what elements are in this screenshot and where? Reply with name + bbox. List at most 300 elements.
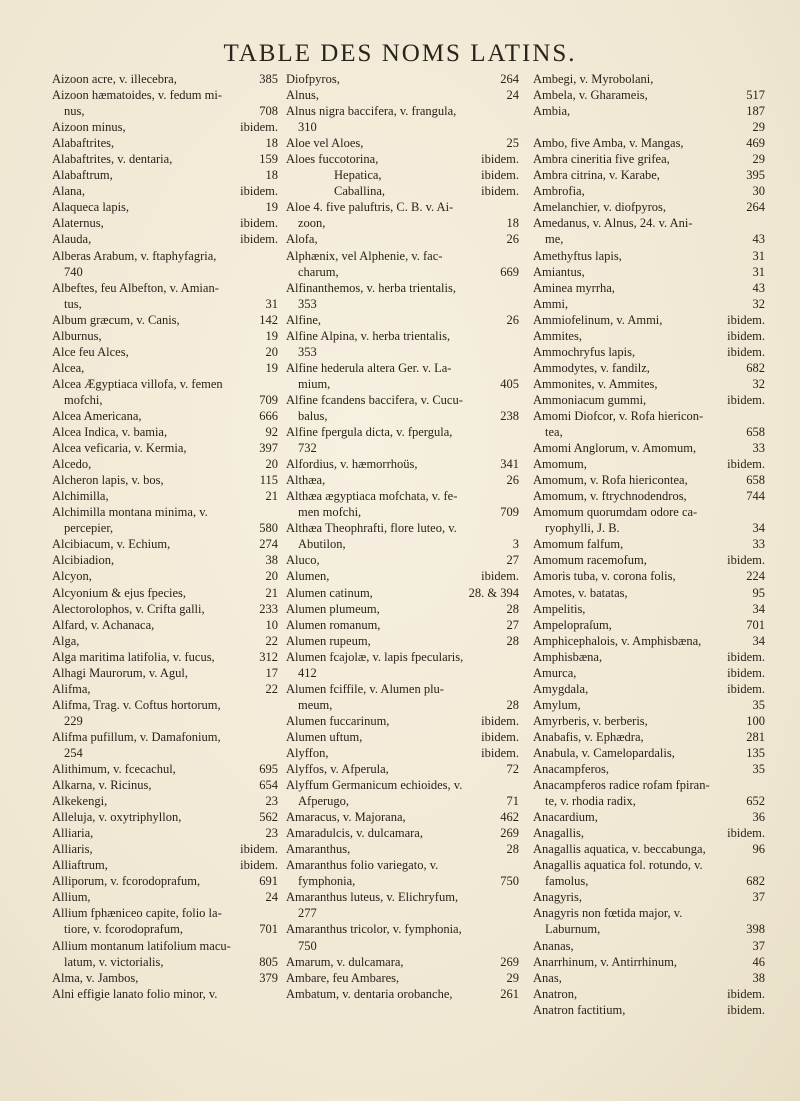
index-entry xyxy=(52,472,278,488)
entry-text: Anagyris, xyxy=(533,890,582,905)
entry-text: mium, xyxy=(298,376,331,391)
entry-text: Anas, xyxy=(533,970,562,985)
index-entry xyxy=(52,681,278,697)
entry-text: Alcedo, xyxy=(52,457,92,472)
index-entry xyxy=(533,360,765,376)
entry-page-number: 20 xyxy=(265,569,278,584)
index-entry xyxy=(286,841,519,857)
index-entry xyxy=(52,440,278,456)
entry-page-number: ibidem. xyxy=(727,328,765,343)
index-entry xyxy=(52,248,278,264)
entry-page-number: 27 xyxy=(506,553,519,568)
index-entry xyxy=(286,119,519,135)
entry-text: Alabaftrites, xyxy=(52,136,115,151)
entry-text: Amyrberis, v. berberis, xyxy=(533,713,648,728)
index-entry xyxy=(286,921,519,937)
entry-page-number: 46 xyxy=(752,954,765,969)
entry-text: 353 xyxy=(298,344,317,359)
entry-text: Aminea myrrha, xyxy=(533,280,615,295)
index-entry xyxy=(52,328,278,344)
entry-page-number: 517 xyxy=(746,88,765,103)
entry-text: Althæa Theophrafti, flore luteo, v. xyxy=(286,521,457,536)
entry-text: Amphisbæna, xyxy=(533,649,603,664)
entry-text: Amotes, v. batatas, xyxy=(533,585,628,600)
index-entry xyxy=(286,135,519,151)
index-entry xyxy=(286,296,519,312)
index-entry xyxy=(52,183,278,199)
entry-text: Alyffon, xyxy=(286,745,329,760)
entry-page-number: ibidem. xyxy=(727,1002,765,1017)
entry-text: Alumen rupeum, xyxy=(286,633,371,648)
entry-text: nus, xyxy=(64,104,85,119)
entry-text: Anabula, v. Camelopardalis, xyxy=(533,745,675,760)
entry-text: Ambra citrina, v. Karabe, xyxy=(533,168,660,183)
index-entry xyxy=(286,472,519,488)
index-entry xyxy=(52,536,278,552)
index-entry xyxy=(52,745,278,761)
entry-text: fymphonia, xyxy=(298,874,356,889)
entry-page-number: 21 xyxy=(265,489,278,504)
index-entry xyxy=(286,344,519,360)
entry-page-number: 341 xyxy=(500,457,519,472)
entry-page-number: 32 xyxy=(752,376,765,391)
entry-text: Alce feu Alces, xyxy=(52,344,129,359)
entry-page-number: 43 xyxy=(752,280,765,295)
entry-page-number: 654 xyxy=(259,778,278,793)
entry-text: Alburnus, xyxy=(52,328,102,343)
entry-page-number: 28 xyxy=(506,601,519,616)
entry-text: Alphænix, vel Alphenie, v. fac- xyxy=(286,248,443,263)
entry-page-number: 38 xyxy=(265,553,278,568)
index-entry xyxy=(533,440,765,456)
index-column-left xyxy=(52,71,278,1002)
entry-text: Alumen romanum, xyxy=(286,617,381,632)
entry-page-number: 71 xyxy=(506,794,519,809)
entry-text: Aloes fuccotorina, xyxy=(286,152,379,167)
index-entry xyxy=(533,328,765,344)
index-entry xyxy=(533,135,765,151)
entry-text: Alcibiacum, v. Echium, xyxy=(52,537,171,552)
entry-text: Anacampferos, xyxy=(533,762,610,777)
index-entry xyxy=(286,167,519,183)
index-entry xyxy=(52,568,278,584)
index-entry xyxy=(52,601,278,617)
entry-text: Alni effigie lanato folio minor, v. xyxy=(52,986,218,1001)
entry-text: Amomi Anglorum, v. Amomum, xyxy=(533,441,697,456)
entry-text: Amomum quorumdam odore ca- xyxy=(533,505,698,520)
entry-text: Alga, xyxy=(52,633,80,648)
entry-text: men mofchi, xyxy=(298,505,362,520)
entry-page-number: 187 xyxy=(746,104,765,119)
entry-text: Alma, v. Jambos, xyxy=(52,970,139,985)
entry-text: Alliaria, xyxy=(52,826,94,841)
entry-page-number: 395 xyxy=(746,168,765,183)
index-entry xyxy=(533,793,765,809)
entry-text: Alifma pufillum, v. Damafonium, xyxy=(52,729,221,744)
entry-page-number: 3 xyxy=(512,537,519,552)
index-entry xyxy=(286,199,519,215)
entry-page-number: ibidem. xyxy=(240,184,278,199)
entry-text: Alcyonium & ejus fpecies, xyxy=(52,585,186,600)
entry-page-number: 312 xyxy=(259,649,278,664)
entry-page-number: 159 xyxy=(259,152,278,167)
index-entry xyxy=(286,729,519,745)
index-entry xyxy=(286,777,519,793)
entry-page-number: 28. & 394 xyxy=(468,585,519,600)
index-entry xyxy=(533,857,765,873)
index-entry xyxy=(52,889,278,905)
entry-text: 740 xyxy=(64,264,83,279)
entry-text: Caballina, xyxy=(334,184,386,199)
entry-page-number: 691 xyxy=(259,874,278,889)
entry-text: Amphicephalois, v. Amphisbæna, xyxy=(533,633,702,648)
entry-text: Anagallis aquatica fol. rotundo, v. xyxy=(533,858,703,873)
index-entry xyxy=(286,312,519,328)
index-entry xyxy=(286,938,519,954)
index-entry xyxy=(52,408,278,424)
entry-text: Alleluja, v. oxytriphyllon, xyxy=(52,810,182,825)
entry-page-number: 33 xyxy=(752,537,765,552)
index-entry xyxy=(286,665,519,681)
entry-page-number: ibidem. xyxy=(481,152,519,167)
entry-text: Alofa, xyxy=(286,232,318,247)
entry-text: famolus, xyxy=(545,874,589,889)
entry-page-number: 750 xyxy=(500,874,519,889)
entry-text: ryophylli, J. B. xyxy=(545,521,620,536)
index-entry xyxy=(52,986,278,1002)
index-entry xyxy=(533,777,765,793)
entry-page-number: 224 xyxy=(746,569,765,584)
index-entry xyxy=(286,408,519,424)
index-entry xyxy=(533,167,765,183)
entry-page-number: 18 xyxy=(506,216,519,231)
entry-text: Alfordius, v. hæmorrhoüs, xyxy=(286,457,418,472)
index-entry xyxy=(286,504,519,520)
entry-text: Alcea, xyxy=(52,360,85,375)
entry-page-number: 33 xyxy=(752,441,765,456)
entry-page-number: ibidem. xyxy=(240,120,278,135)
entry-text: Amoris tuba, v. corona folis, xyxy=(533,569,676,584)
entry-page-number: 398 xyxy=(746,922,765,937)
entry-page-number: 397 xyxy=(259,441,278,456)
index-entry xyxy=(286,520,519,536)
entry-text: Alliaris, xyxy=(52,842,93,857)
entry-page-number: 92 xyxy=(265,425,278,440)
index-entry xyxy=(52,777,278,793)
index-entry xyxy=(533,248,765,264)
index-entry xyxy=(533,585,765,601)
entry-text: balus, xyxy=(298,408,328,423)
entry-text: Alfard, v. Achanaca, xyxy=(52,617,155,632)
entry-text: Alnus nigra baccifera, v. frangula, xyxy=(286,104,457,119)
page-title: TABLE DES NOMS LATINS. xyxy=(223,40,577,67)
index-entry xyxy=(286,905,519,921)
index-entry xyxy=(533,456,765,472)
entry-page-number: 744 xyxy=(746,489,765,504)
index-entry xyxy=(533,841,765,857)
entry-page-number: ibidem. xyxy=(727,665,765,680)
index-entry xyxy=(533,504,765,520)
entry-text: Amaranthus folio variegato, v. xyxy=(286,858,439,873)
entry-text: Amedanus, v. Alnus, 24. v. Ani- xyxy=(533,216,693,231)
entry-text: Ambatum, v. dentaria orobanche, xyxy=(286,986,453,1001)
index-entry xyxy=(533,601,765,617)
entry-text: Ammiofelinum, v. Ammi, xyxy=(533,312,663,327)
index-entry xyxy=(286,649,519,665)
entry-page-number: 385 xyxy=(259,72,278,86)
index-entry xyxy=(52,857,278,873)
index-entry xyxy=(52,199,278,215)
index-entry xyxy=(533,472,765,488)
index-entry xyxy=(52,103,278,119)
entry-page-number: 701 xyxy=(746,617,765,632)
index-entry xyxy=(286,825,519,841)
entry-page-number: 20 xyxy=(265,344,278,359)
entry-page-number: 72 xyxy=(506,762,519,777)
entry-page-number: 682 xyxy=(746,360,765,375)
entry-text: Althæa ægyptiaca mofchata, v. fe- xyxy=(286,489,458,504)
entry-text: Alifma, Trag. v. Coftus hortorum, xyxy=(52,697,221,712)
entry-text: Amomum racemofum, xyxy=(533,553,647,568)
entry-page-number: 695 xyxy=(259,762,278,777)
entry-page-number: ibidem. xyxy=(481,729,519,744)
entry-text: Alberas Arabum, v. ftaphyfagria, xyxy=(52,248,217,263)
entry-text: Alcheron lapis, v. bos, xyxy=(52,473,164,488)
entry-text: Allium, xyxy=(52,890,91,905)
entry-text: meum, xyxy=(298,697,333,712)
entry-text: percepier, xyxy=(64,521,114,536)
index-entry xyxy=(286,488,519,504)
entry-page-number: 666 xyxy=(259,408,278,423)
entry-text: tea, xyxy=(545,425,563,440)
entry-text: 750 xyxy=(298,938,317,953)
entry-page-number: 27 xyxy=(506,617,519,632)
index-entry xyxy=(286,231,519,247)
entry-text: Aizoon hæmatoides, v. fedum mi- xyxy=(52,88,222,103)
entry-text: Alhagi Maurorum, v. Agul, xyxy=(52,665,188,680)
entry-text: Alchimilla montana minima, v. xyxy=(52,505,208,520)
entry-text: Ananas, xyxy=(533,938,574,953)
entry-text: Amaranthus tricolor, v. fymphonia, xyxy=(286,922,462,937)
index-entry xyxy=(52,873,278,889)
entry-text: Alana, xyxy=(52,184,85,199)
index-entry xyxy=(52,296,278,312)
index-entry xyxy=(533,344,765,360)
entry-text: Abutilon, xyxy=(298,537,346,552)
index-entry xyxy=(52,87,278,103)
index-entry xyxy=(533,889,765,905)
entry-text: Alumen plumeum, xyxy=(286,601,380,616)
index-entry xyxy=(286,970,519,986)
entry-text: Afperugo, xyxy=(298,794,350,809)
entry-text: Ammi, xyxy=(533,296,569,311)
entry-page-number: 274 xyxy=(259,537,278,552)
entry-text: latum, v. victorialis, xyxy=(64,954,164,969)
index-entry xyxy=(533,264,765,280)
index-entry xyxy=(286,889,519,905)
entry-text: Anagallis, xyxy=(533,826,585,841)
entry-page-number: ibidem. xyxy=(727,681,765,696)
entry-page-number: 19 xyxy=(265,328,278,343)
index-entry xyxy=(52,231,278,247)
entry-page-number: 405 xyxy=(500,376,519,391)
index-entry xyxy=(286,633,519,649)
entry-page-number: 24 xyxy=(265,890,278,905)
index-entry xyxy=(533,681,765,697)
entry-page-number: 469 xyxy=(746,136,765,151)
entry-text: Alcibiadion, xyxy=(52,553,115,568)
index-entry xyxy=(533,873,765,889)
entry-text: Amaracus, v. Majorana, xyxy=(286,810,406,825)
index-entry xyxy=(533,408,765,424)
entry-text: te, v. rhodia radix, xyxy=(545,794,636,809)
entry-page-number: 18 xyxy=(265,136,278,151)
entry-text: Ambra cineritia five grifea, xyxy=(533,152,670,167)
entry-page-number: 31 xyxy=(752,248,765,263)
entry-page-number: 25 xyxy=(506,136,519,151)
index-entry xyxy=(533,215,765,231)
index-entry xyxy=(533,199,765,215)
index-entry xyxy=(52,905,278,921)
index-entry xyxy=(52,585,278,601)
index-entry xyxy=(286,440,519,456)
entry-page-number: 36 xyxy=(752,810,765,825)
index-entry xyxy=(52,71,278,87)
entry-text: Anarrhinum, v. Antirrhinum, xyxy=(533,954,677,969)
index-entry xyxy=(52,488,278,504)
entry-page-number: 26 xyxy=(506,473,519,488)
index-entry xyxy=(533,986,765,1002)
index-entry xyxy=(286,424,519,440)
entry-page-number: ibidem. xyxy=(481,569,519,584)
entry-text: charum, xyxy=(298,264,339,279)
entry-text: Alaqueca lapis, xyxy=(52,200,130,215)
entry-text: Amethyftus lapis, xyxy=(533,248,622,263)
index-entry xyxy=(533,312,765,328)
index-entry xyxy=(286,617,519,633)
index-entry xyxy=(286,71,519,87)
entry-text: Albeftes, feu Albefton, v. Amian- xyxy=(52,280,219,295)
entry-page-number: 28 xyxy=(506,697,519,712)
entry-text: 353 xyxy=(298,296,317,311)
index-entry xyxy=(286,761,519,777)
entry-page-number: 269 xyxy=(500,826,519,841)
entry-page-number: 22 xyxy=(265,633,278,648)
entry-text: Amomum, v. Rofa hiericontea, xyxy=(533,473,688,488)
entry-text: Amurca, xyxy=(533,665,577,680)
index-entry xyxy=(52,633,278,649)
index-entry xyxy=(533,729,765,745)
entry-page-number: 115 xyxy=(259,473,278,488)
index-entry xyxy=(286,601,519,617)
entry-page-number: 379 xyxy=(259,970,278,985)
entry-text: Aloe vel Aloes, xyxy=(286,136,364,151)
entry-text: Allium fphæniceo capite, folio la- xyxy=(52,906,222,921)
entry-page-number: 658 xyxy=(746,425,765,440)
entry-text: Alumen fuccarinum, xyxy=(286,713,390,728)
entry-text: Album græcum, v. Canis, xyxy=(52,312,180,327)
index-entry xyxy=(52,504,278,520)
index-entry xyxy=(533,921,765,937)
index-entry xyxy=(533,633,765,649)
entry-page-number: 18 xyxy=(265,168,278,183)
index-entry xyxy=(52,167,278,183)
entry-page-number: 29 xyxy=(506,970,519,985)
entry-text: Amomi Diofcor, v. Rofa hiericon- xyxy=(533,408,704,423)
entry-text: Alabaftrites, v. dentaria, xyxy=(52,152,173,167)
entry-text: zoon, xyxy=(298,216,326,231)
entry-page-number: 31 xyxy=(752,264,765,279)
entry-text: Alga maritima latifolia, v. fucus, xyxy=(52,649,215,664)
index-entry xyxy=(286,681,519,697)
index-entry xyxy=(286,392,519,408)
entry-text: Amomum, xyxy=(533,457,587,472)
entry-page-number: 19 xyxy=(265,200,278,215)
entry-page-number: ibidem. xyxy=(727,649,765,664)
entry-text: Anatron, xyxy=(533,986,578,1001)
entry-text: 310 xyxy=(298,120,317,135)
index-entry xyxy=(52,697,278,713)
entry-page-number: 31 xyxy=(265,296,278,311)
entry-page-number: ibidem. xyxy=(481,184,519,199)
index-entry xyxy=(533,552,765,568)
entry-text: Amiantus, xyxy=(533,264,585,279)
entry-page-number: 708 xyxy=(259,104,278,119)
index-entry xyxy=(286,793,519,809)
entry-text: Anacampferos radice rofam fpiran- xyxy=(533,778,710,793)
entry-text: Alumen, xyxy=(286,569,330,584)
entry-text: Amygdala, xyxy=(533,681,589,696)
index-entry xyxy=(286,745,519,761)
index-entry xyxy=(52,809,278,825)
index-entry xyxy=(286,697,519,713)
index-entry xyxy=(52,649,278,665)
entry-text: Alfine Alpina, v. herba trientalis, xyxy=(286,328,451,343)
entry-text: Alumen catinum, xyxy=(286,585,373,600)
index-entry xyxy=(533,520,765,536)
index-entry xyxy=(52,360,278,376)
entry-page-number: 24 xyxy=(506,88,519,103)
entry-text: Ammonites, v. Ammites, xyxy=(533,376,658,391)
entry-text: Alifma, xyxy=(52,681,91,696)
entry-text: Amelanchier, v. diofpyros, xyxy=(533,200,667,215)
index-entry xyxy=(533,103,765,119)
entry-text: Amomum, v. ftrychnodendros, xyxy=(533,489,687,504)
index-entry xyxy=(533,151,765,167)
entry-page-number: 35 xyxy=(752,762,765,777)
entry-page-number: 26 xyxy=(506,232,519,247)
entry-page-number: 264 xyxy=(500,72,519,86)
entry-page-number: 30 xyxy=(752,184,765,199)
entry-text: tus, xyxy=(64,296,82,311)
entry-text: Amarum, v. dulcamara, xyxy=(286,954,404,969)
index-entry xyxy=(533,697,765,713)
index-entry xyxy=(533,905,765,921)
index-entry xyxy=(533,71,765,87)
entry-page-number: 19 xyxy=(265,360,278,375)
entry-page-number: ibidem. xyxy=(481,168,519,183)
entry-text: 254 xyxy=(64,745,83,760)
entry-text: Anabafis, v. Ephædra, xyxy=(533,729,644,744)
entry-page-number: 28 xyxy=(506,633,519,648)
entry-page-number: 34 xyxy=(752,601,765,616)
entry-page-number: 29 xyxy=(752,152,765,167)
entry-page-number: 10 xyxy=(265,617,278,632)
entry-text: Allium montanum latifolium macu- xyxy=(52,938,231,953)
entry-page-number: 96 xyxy=(752,842,765,857)
index-entry xyxy=(52,713,278,729)
entry-page-number: 238 xyxy=(500,408,519,423)
